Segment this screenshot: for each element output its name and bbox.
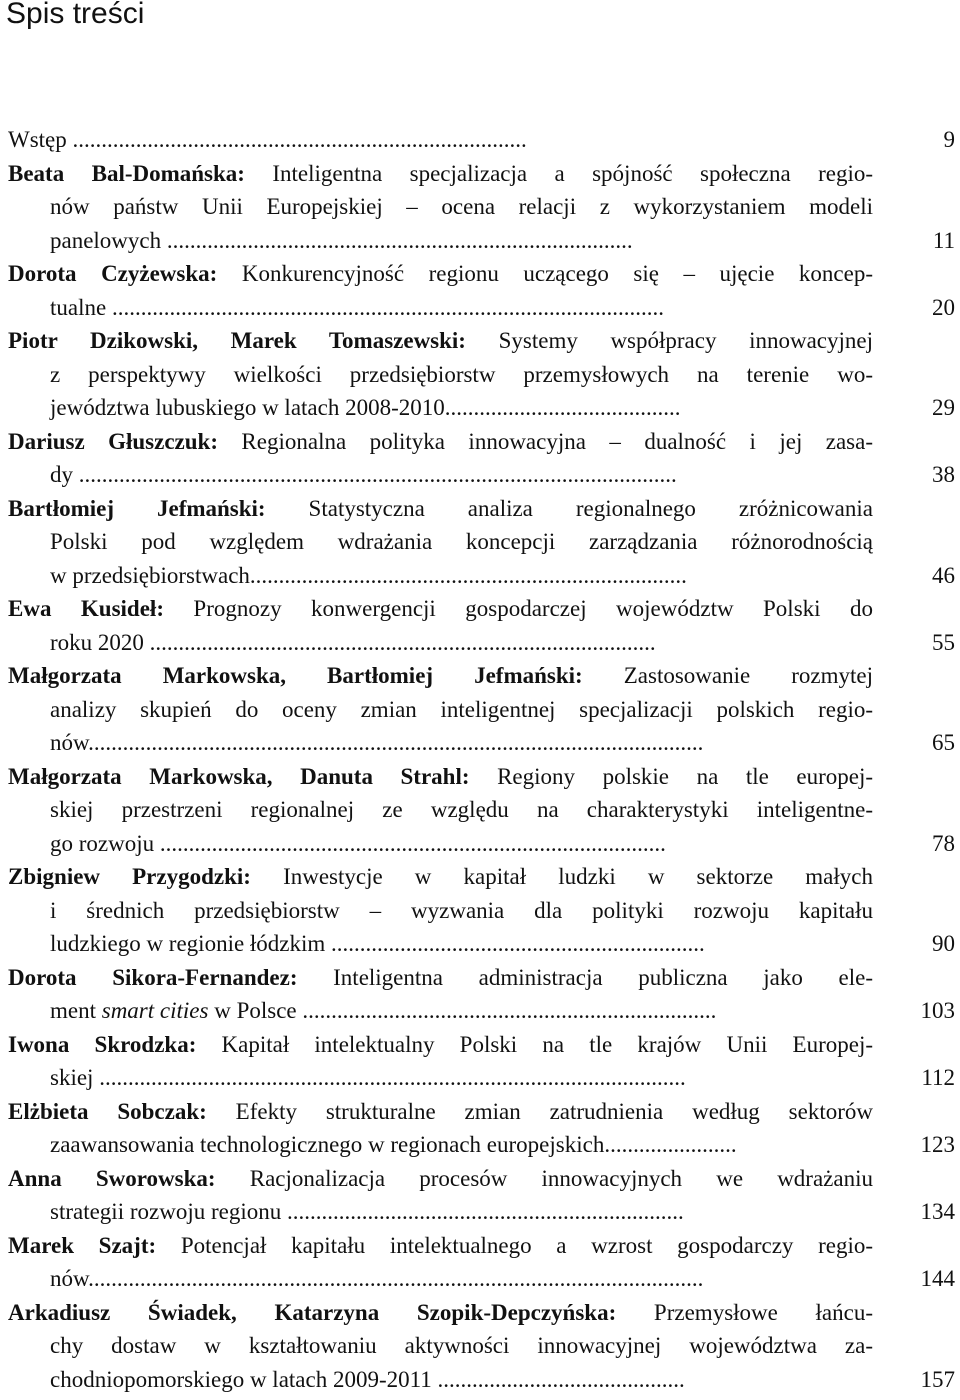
entry-title-text: Zastosowanie rozmytej [582, 663, 873, 688]
dot-leader: ....................... [604, 1132, 737, 1157]
toc-line [8, 626, 915, 660]
entry-title-text: Inteligentna administracja publiczna jako ele- [297, 964, 873, 990]
dot-leader: ................................................................. [325, 931, 705, 956]
entry-title-text: ludzkiego w regionie łódzkim [50, 931, 326, 956]
entry-author: Elżbieta Sobczak: [8, 1098, 207, 1124]
entry-author: Beata Bal-Domańska: [8, 160, 245, 186]
entry-title-text: Polski pod względem wdrażania koncepcji zarządzania różnorodnością [50, 529, 873, 554]
toc-entry[interactable] [8, 659, 955, 760]
toc-line [8, 827, 915, 861]
entry-title-text: Prognozy konwergencji gospodarczej województw Polski do [163, 596, 873, 621]
toc-line [8, 1128, 915, 1162]
entry-title-text: Inwestycje w kapitał ludzki w sektorze małych [250, 864, 873, 889]
toc-entry[interactable] [8, 1162, 955, 1229]
toc-line [8, 1329, 873, 1363]
entry-author: Dorota Sikora-Fernandez: [8, 964, 298, 990]
entry-title-text: jewództwa lubuskiego w latach 2008-2010 [50, 395, 445, 420]
dot-leader: ................................................................................. [161, 227, 633, 253]
entry-title-text: Konkurencyjność regionu uczącego się – ujęcie koncep- [217, 261, 873, 286]
toc-line [8, 860, 873, 894]
toc-line [8, 391, 915, 425]
dot-leader: ........................................................................................................... [88, 730, 704, 755]
toc-line [8, 1262, 915, 1296]
entry-title-text: i średnich przedsiębiorstw – wyzwania dla polityki rozwoju kapitału [50, 897, 873, 923]
dot-leader: ........................................................................................................ [73, 462, 677, 487]
toc-line [8, 693, 873, 727]
toc-entry[interactable] [8, 324, 955, 425]
page-number: 123 [920, 1132, 955, 1157]
toc-entry[interactable] [8, 157, 955, 258]
entry-title-text: analizy skupień do oceny zmian inteligentnej specjalizacji polskich regio- [50, 696, 873, 722]
table-of-contents [8, 123, 955, 1396]
toc-line [8, 291, 915, 325]
toc-entry[interactable] [8, 1028, 955, 1095]
dot-leader: ........................................................................................ [143, 629, 656, 655]
toc-entry[interactable] [8, 860, 955, 961]
toc-line [8, 793, 873, 827]
toc-entry[interactable] [8, 123, 955, 157]
entry-author: Piotr Dzikowski, Marek Tomaszewski: [8, 328, 466, 353]
dot-leader: ..................................................................... [281, 1199, 684, 1224]
entry-author: Zbigniew Przygodzki: [8, 864, 251, 889]
entry-author: Iwona Skrodzka: [8, 1031, 197, 1057]
dot-leader: ............................................................................... [66, 127, 527, 152]
dot-leader: ........................................... [431, 1366, 685, 1392]
entry-title-text: Regionalna polityka innowacyjna – dualność i jej zasa- [218, 428, 873, 454]
dot-leader: ......................................... [444, 395, 681, 420]
page-number: 134 [920, 1199, 955, 1224]
entry-title-text: skiej [50, 1065, 94, 1090]
toc-line [8, 492, 873, 526]
entry-title-text: nów [50, 730, 89, 755]
toc-line [8, 1195, 915, 1229]
entry-title-text: Systemy współpracy innowacyjnej [465, 328, 873, 353]
page-number: 112 [921, 1065, 955, 1090]
toc-line [8, 425, 873, 459]
page-number: 90 [932, 931, 955, 956]
toc-line [8, 592, 873, 626]
entry-author: Marek Szajt: [8, 1232, 157, 1258]
entry-title-text: roku 2020 [50, 629, 144, 655]
toc-entry[interactable] [8, 492, 955, 593]
entry-title-text: Przemysłowe łańcu- [616, 1299, 873, 1325]
toc-line [8, 324, 873, 358]
page-number: 55 [932, 629, 955, 655]
toc-line [8, 458, 915, 492]
entry-title-text: go rozwoju [50, 830, 155, 856]
entry-author: Małgorzata Markowska, Bartłomiej Jefmański: [8, 663, 583, 688]
toc-line [8, 1061, 915, 1095]
toc-line [8, 659, 873, 693]
entry-title-text: panelowych [50, 227, 162, 253]
page-number: 144 [920, 1266, 955, 1291]
page-number: 20 [932, 294, 955, 320]
page-number: 78 [932, 830, 955, 856]
entry-title-text: Potencjał kapitału intelektualnego a wzrost gospodarczy regio- [156, 1232, 873, 1258]
dot-leader: ........................................................................................ [154, 830, 666, 856]
toc-entry[interactable] [8, 1229, 955, 1296]
toc-line [8, 994, 915, 1028]
page-number: 38 [932, 462, 955, 487]
dot-leader: ........................................................................................................... [88, 1266, 704, 1291]
entry-title-italic: smart cities [101, 998, 209, 1023]
entry-title-text: tualne [50, 294, 107, 320]
toc-line [8, 927, 915, 961]
entry-title-text: Racjonalizacja procesów innowacyjnych we wdrażaniu [215, 1165, 873, 1191]
toc-line [8, 726, 915, 760]
dot-leader: ................................................................................................ [106, 294, 664, 320]
toc-entry[interactable] [8, 961, 955, 1028]
toc-entry[interactable] [8, 425, 955, 492]
toc-entry[interactable] [8, 257, 955, 324]
entry-title-text: z perspektywy wielkości przedsiębiorstw przemysłowych na terenie wo- [50, 361, 873, 387]
entry-author: Dorota Czyżewska: [8, 261, 218, 286]
toc-line [8, 1162, 873, 1196]
page-number: 65 [932, 730, 955, 755]
entry-author: Arkadiusz Świadek, Katarzyna Szopik-Depczyńska: [8, 1299, 617, 1325]
page-title: Spis treści [6, 0, 145, 30]
entry-title-text: nów [50, 1266, 89, 1291]
entry-title-text: Regiony polskie na tle europej- [469, 763, 873, 789]
toc-line [8, 224, 915, 258]
page-number: 103 [920, 998, 955, 1023]
toc-line [8, 1028, 873, 1062]
toc-line [8, 257, 873, 291]
entry-title-text: skiej przestrzeni regionalnej ze względu na charakterystyki inteligentne- [50, 797, 873, 822]
entry-title-text: Inteligentna specjalizacja a spójność społeczna regio- [244, 160, 873, 186]
toc-line [8, 358, 873, 392]
toc-line [8, 559, 915, 593]
entry-author: Bartłomiej Jefmański: [8, 495, 266, 521]
toc-entry[interactable] [8, 760, 955, 861]
entry-title-text: Kapitał intelektualny Polski na tle krajów Unii Europej- [196, 1031, 873, 1057]
toc-line [8, 525, 873, 559]
toc-entry[interactable] [8, 1296, 955, 1397]
page-number: 46 [932, 562, 955, 588]
entry-title-text: chy dostaw w kształtowaniu aktywności innowacyjnej województwa za- [50, 1333, 873, 1358]
entry-title-text: w przedsiębiorstwach [50, 562, 250, 588]
entry-title-text: Statystyczna analiza regionalnego zróżnicowania [265, 495, 873, 521]
page-number: 157 [920, 1366, 955, 1392]
entry-title-text: Efekty strukturalne zmian zatrudnienia według sektorów [206, 1098, 873, 1124]
entry-title-text: ment [50, 998, 102, 1023]
page-number: 9 [943, 127, 955, 152]
toc-line [8, 961, 873, 995]
toc-line [8, 760, 873, 794]
toc-line [8, 1095, 873, 1129]
toc-entry[interactable] [8, 592, 955, 659]
toc-line [8, 190, 873, 224]
entry-title-text: dy [50, 462, 73, 487]
toc-line [8, 1229, 873, 1263]
toc-line [8, 894, 873, 928]
toc-line [8, 1296, 873, 1330]
entry-title-text: Wstęp [8, 127, 67, 152]
entry-title-text: strategii rozwoju regionu [50, 1199, 282, 1224]
toc-entry[interactable] [8, 1095, 955, 1162]
dot-leader: ............................................................................ [249, 562, 687, 588]
entry-author: Dariusz Głuszczuk: [8, 428, 218, 454]
dot-leader: ...................................................................................................... [93, 1065, 686, 1090]
entry-title-text: chodniopomorskiego w latach 2009-2011 [50, 1366, 432, 1392]
entry-author: Ewa Kusideł: [8, 596, 164, 621]
entry-title-text: nów państw Unii Europejskiej – ocena relacji z wykorzystaniem modeli [50, 194, 873, 219]
toc-line [8, 1363, 915, 1397]
entry-title-text: w Polsce [208, 998, 297, 1023]
dot-leader: ........................................................................ [296, 998, 717, 1023]
toc-line [8, 157, 873, 191]
entry-title-text: zaawansowania technologicznego w regionach europejskich [50, 1132, 605, 1157]
toc-line [8, 123, 873, 157]
entry-author: Małgorzata Markowska, Danuta Strahl: [8, 763, 470, 789]
entry-author: Anna Sworowska: [8, 1165, 216, 1191]
page-number: 11 [932, 227, 955, 253]
page-number: 29 [932, 395, 955, 420]
